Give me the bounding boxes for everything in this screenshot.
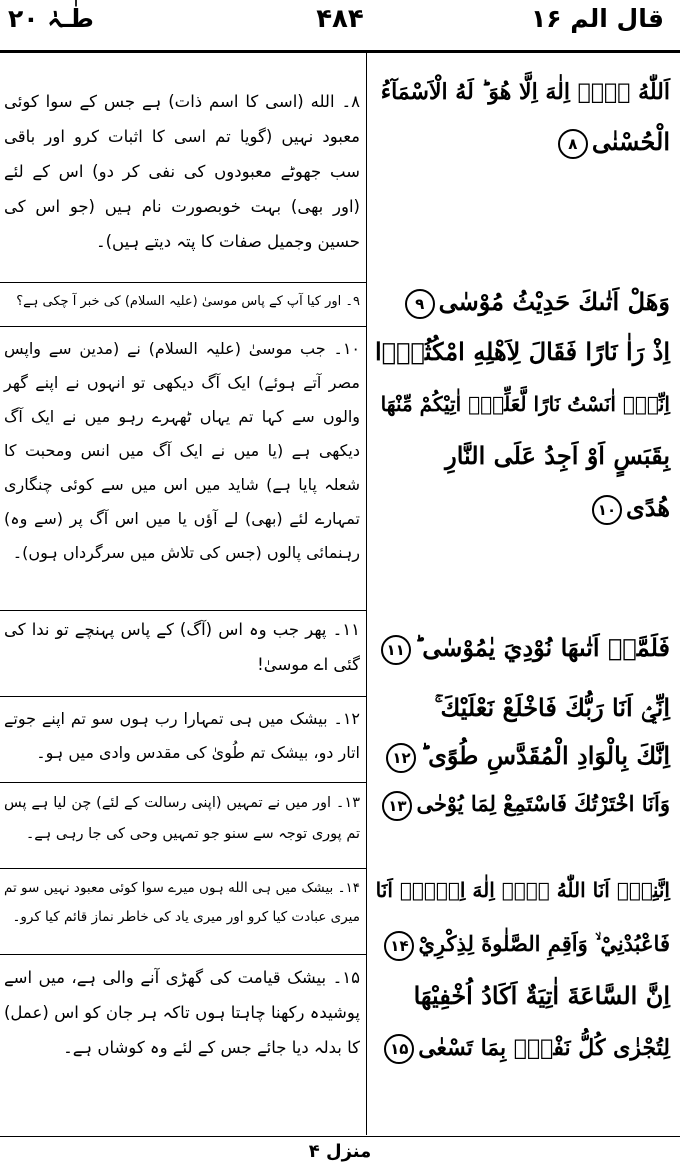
verse-number-marker: ۱۳ xyxy=(382,791,412,821)
arabic-line: اِنَّنِيْۤ اَنَا اللّٰهُ لَاۤ اِلٰهَ اِلَّاۤ اَنَا xyxy=(375,878,670,902)
item-divider xyxy=(0,610,366,611)
translation-item: ۱۳۔ اور میں نے تمہیں (اپنی رسالت کے لئے) چن لیا ہے پس تم پوری توجہ سے سنو جو تمہیں وحی کی جا رہی ہے۔ xyxy=(4,795,360,842)
arabic-line: هُدًى۱۰ xyxy=(370,486,670,530)
verse-number-marker: ۸ xyxy=(558,129,588,159)
page-number: ۴۸۴ xyxy=(316,4,364,34)
arabic-line: فَلَمَّاۤ اَتٰىهَا نُوْدِيَ يٰمُوْسٰى ؕ۱۱ xyxy=(370,626,670,670)
item-divider xyxy=(0,782,366,783)
arabic-line: اِنِّيْۤ اٰنَسْتُ نَارًا لَّعَلِّيْۤ اٰتِيْكُمْ مِّنْهَا xyxy=(380,392,670,416)
translation-item: ۱۲۔ بیشک میں ہی تمہارا رب ہوں سو تم اپنے جوتے اتار دو، بیشک تم طُویٰ کی مقدس وادی میں ہو۔ xyxy=(4,709,360,762)
item-divider xyxy=(0,282,366,283)
arabic-line: لِتُجْزٰى كُلُّ نَفْسٍۭ بِمَا تَسْعٰى۱۵ xyxy=(370,1026,670,1070)
translation-item: ۱۴۔ بیشک میں ہی الله ہوں میرے سوا کوئی معبود نہیں سو تم میری عبادت کیا کرو اور میری یاد کی خاطر نماز قائم کیا کرو۔ xyxy=(4,880,360,925)
verse-number-marker: ۱۲ xyxy=(386,743,416,773)
surah-name: طٰـہٰ ۲۰ xyxy=(8,4,94,33)
arabic-line: فَاعْبُدْنِيْ ۙ وَاَقِمِ الصَّلٰوةَ لِذِكْرِيْ۱۴ xyxy=(370,922,670,966)
item-divider xyxy=(0,696,366,697)
arabic-line: الْحُسْنٰى۸ xyxy=(370,120,670,164)
translation-item: ۱۵۔ بیشک قیامت کی گھڑی آنے والی ہے، میں اسے پوشیدہ رکھنا چاہتا ہوں تاکہ ہر جان کو اس (عمل) کا بدلہ دیا جائے جس کے لئے وہ کوشاں ہے۔ xyxy=(4,968,360,1057)
item-divider xyxy=(0,326,366,327)
item-divider xyxy=(0,868,366,869)
verse-number-marker: ۱۱ xyxy=(381,635,411,665)
arabic-line: اِنِّيْۤ اَنَا رَبُّكَ فَاخْلَعْ نَعْلَيْكَ ۚ xyxy=(434,693,670,722)
page-footer xyxy=(0,1136,680,1171)
manzil-label: منزل ۴ xyxy=(308,1141,372,1162)
page-header xyxy=(0,0,680,46)
verse-number-marker: ۹ xyxy=(405,289,435,319)
arabic-line: وَهَلْ اَتٰىكَ حَدِيْثُ مُوْسٰى۹ xyxy=(370,280,670,324)
arabic-line: اِذْ رَاٰ نَارًا فَقَالَ لِاَهْلِهِ امْكُثُوْۤا xyxy=(374,337,670,366)
arabic-line: اِنَّ السَّاعَةَ اٰتِيَةٌ اَكَادُ اُخْفِيْهَا xyxy=(413,981,670,1010)
column-divider xyxy=(366,53,367,1135)
verse-number-marker: ۱۵ xyxy=(384,1034,414,1064)
item-divider xyxy=(0,954,366,955)
verse-number-marker: ۱۴ xyxy=(384,931,414,961)
verse-number-marker: ۱۰ xyxy=(592,495,622,525)
translation-item: ۱۰۔ جب موسیٰ (علیہ السلام) نے (مدین سے واپس مصر آتے ہوئے) ایک آگ دیکھی تو انہوں نے اپنے گھر والوں سے کہا تم یہاں ٹھہرے رہو میں نے ایک آگ دیکھی ہے (یا میں نے ایک آگ میں انس ومحبت کا شعلہ پایا ہے) شاید میں اس میں سے کوئی چنگاری تمہارے لئے (بھی) لے آؤں یا میں اس آگ پر (سے وہ) رہنمائی پالوں (جس کی تلاش میں سرگرداں ہوں)۔ xyxy=(4,339,360,562)
header-divider xyxy=(0,50,680,53)
arabic-line: اِنَّكَ بِالْوَادِ الْمُقَدَّسِ طُوًى ؕ۱۲ xyxy=(370,734,670,778)
arabic-line: وَاَنَا اخْتَرْتُكَ فَاسْتَمِعْ لِمَا يُوْحٰى۱۳ xyxy=(370,782,670,826)
translation-item: ۱۱۔ پھر جب وہ اس (آگ) کے پاس پہنچے تو ندا کی گئی اے موسیٰ! xyxy=(4,620,360,674)
arabic-line: اَللّٰهُ لَاۤ اِلٰهَ اِلَّا هُوَ ؕ لَهُ الْاَسْمَآءُ xyxy=(380,79,670,105)
translation-item: ۸۔ الله (اسی کا اسم ذات) ہے جس کے سوا کوئی معبود نہیں (گویا تم اسی کا اثبات کرو اور باقی سب جھوٹے معبودوں کی نفی کر دو) اس کے لئے (اور بھی) بہت خوبصورت نام ہیں (جو اس کی حسین وجمیل صفات کا پتہ دیتے ہیں)۔ xyxy=(4,92,360,251)
juz-name: قال الم ۱۶ xyxy=(531,4,664,33)
arabic-line: بِقَبَسٍ اَوْ اَجِدُ عَلَى النَّارِ xyxy=(445,441,670,470)
translation-item: ۹۔ اور کیا آپ کے پاس موسیٰ (علیہ السلام) کی خبر آ چکی ہے؟ xyxy=(16,294,360,309)
